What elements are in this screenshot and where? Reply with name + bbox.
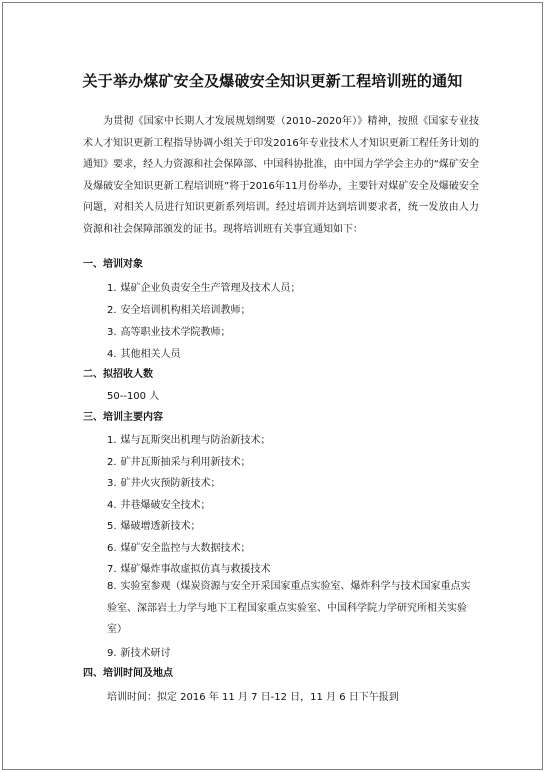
list-item: 8. 实验室参观（煤炭资源与安全开采国家重点实验室、爆炸科学与技术国家重点实验室、深部岩土力学与地下工程国家重点实验室、中国科学院力学研究所相关实验室） [107,581,471,635]
document-title: 关于举办煤矿安全及爆破安全知识更新工程培训班的通知 [82,72,463,90]
list-item: 5. 爆破增透新技术； [107,521,201,532]
document-page [2,2,543,770]
training-time: 培训时间：拟定 2016 年 11 月 7 日-12 日，11 月 6 日下午报到 [107,692,399,703]
list-item: 7. 煤矿爆炸事故虚拟仿真与救援技术 [107,564,271,575]
list-item: 4. 其他相关人员 [107,349,181,360]
list-item: 3. 矿井火灾预防新技术； [107,478,221,489]
section-heading-enrollment: 二、拟招收人数 [83,369,153,380]
list-item: 2. 安全培训机构相关培训教师； [107,305,251,316]
list-item: 2. 矿井瓦斯抽采与利用新技术； [107,457,251,468]
enrollment-count: 50--100 人 [107,391,160,402]
list-item: 3. 高等职业技术学院教师； [107,327,231,338]
list-item: 6. 煤矿安全监控与大数据技术； [107,543,251,554]
list-item: 1. 煤与瓦斯突出机理与防治新技术； [107,435,271,446]
section-heading-trainees: 一、培训对象 [83,259,143,270]
list-item: 1. 煤矿企业负责安全生产管理及技术人员； [107,283,301,294]
section-heading-content: 三、培训主要内容 [83,412,163,423]
section-heading-time-location: 四、培训时间及地点 [83,668,173,679]
list-item: 9. 新技术研讨 [107,648,171,659]
list-item: 4. 井巷爆破安全技术； [107,500,211,511]
intro-paragraph: 为贯彻《国家中长期人才发展规划纲要（2010–2020年）》精神，按照《国家专业技术人才知识更新工程指导协调小组关于印发2016年专业技术人才知识更新工程任务计划的通知》要求，经人力资源和社会保障部、中国科协批准，由中国力学学会主办的“煤矿安全及爆破安全知识更新工程培训班”将于2016年11月份举办，主要针对煤矿安全及爆破安全问题，对相关人员进行知识更新系列培训。经过培训并达到培训要求者，统一发放由人力资源和社会保障部颁发的证书。现将培训班有关事宜通知如下： [83,116,479,235]
